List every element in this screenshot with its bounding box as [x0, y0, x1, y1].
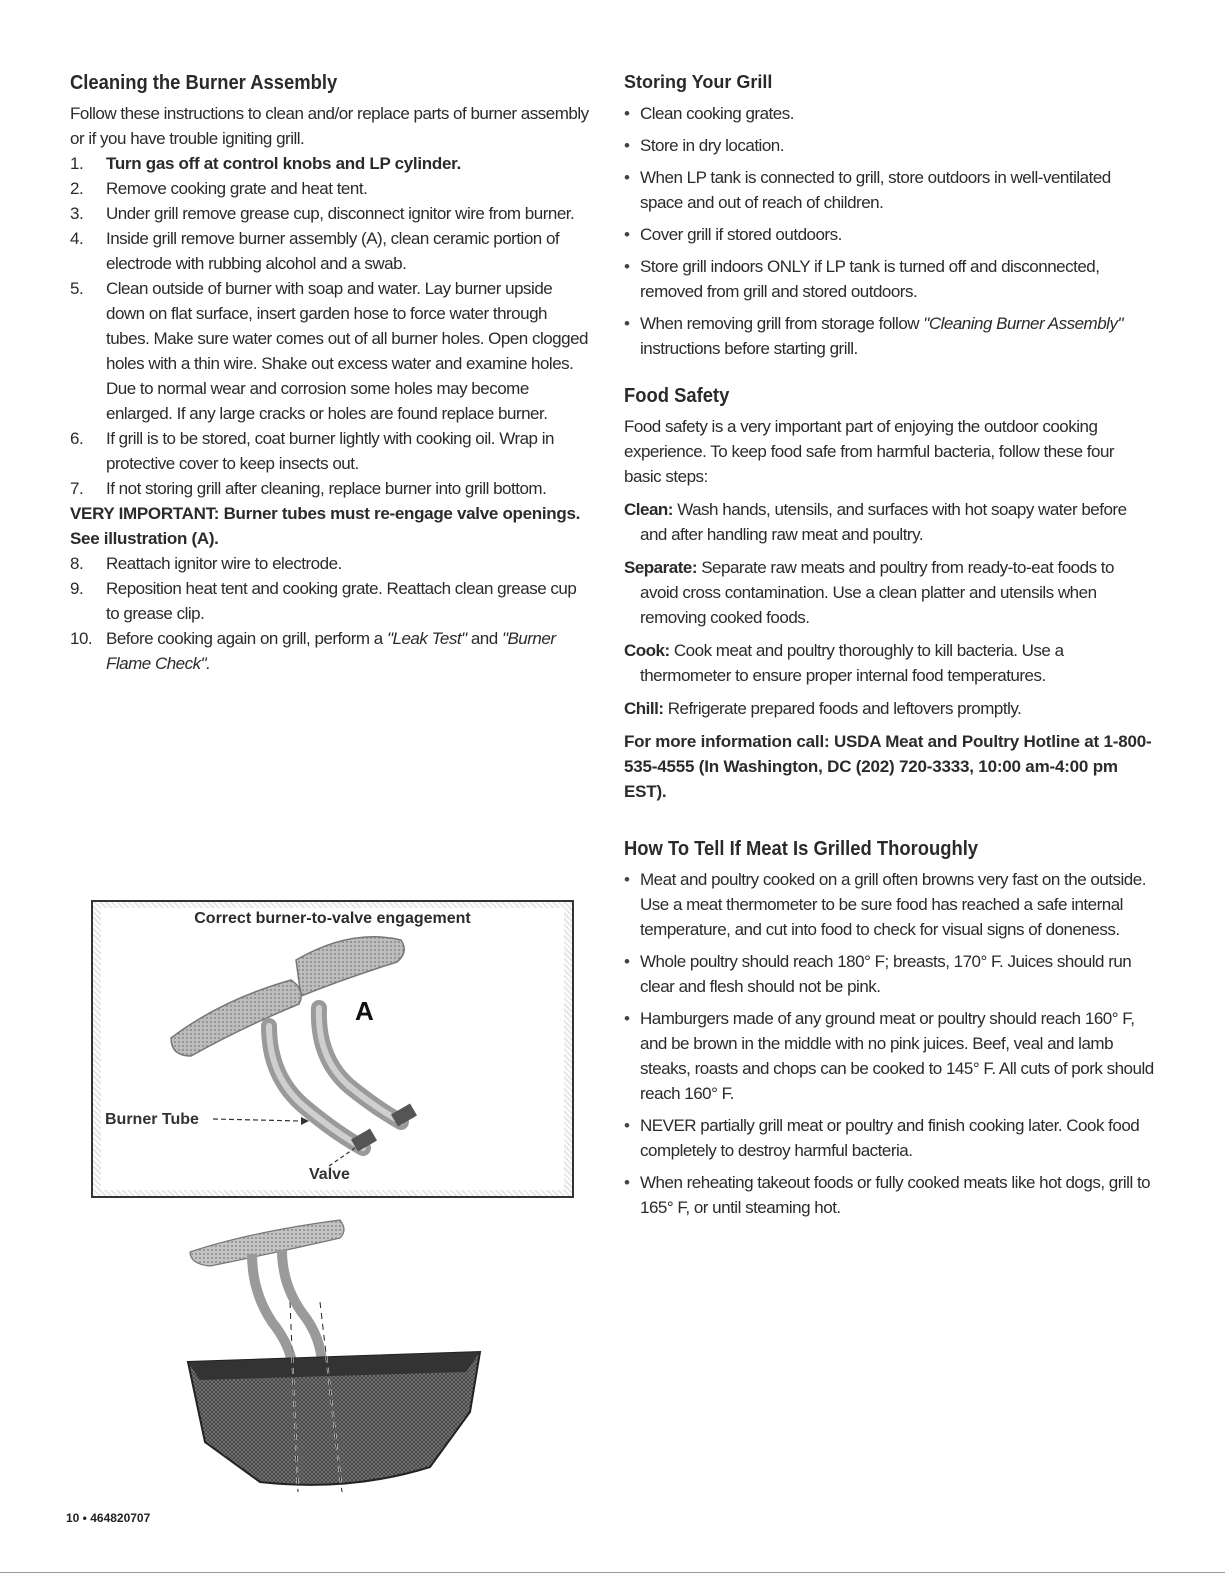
step-item: 9. Reposition heat tent and cooking grate. Reattach clean grease cup to grease clip.: [70, 579, 577, 623]
food-term-chill: Chill: Refrigerate prepared foods and leftovers promptly.: [624, 699, 1022, 718]
burner-engagement-figure: [91, 900, 574, 1198]
storing-list: [624, 101, 1154, 361]
food-term-clean: Clean: Wash hands, utensils, and surfaces with hot soapy water before and after handling raw meat and poultry.: [624, 500, 1127, 544]
burner-illustration: [101, 908, 564, 1190]
step-item: 2. Remove cooking grate and heat tent.: [70, 179, 368, 198]
important-note: VERY IMPORTANT: Burner tubes must re-engage valve openings. See illustration (A).: [70, 504, 581, 548]
food-term-separate: Separate: Separate raw meats and poultry from ready-to-eat foods to avoid cross contamination. Use a clean platter and utensils when removing cooked foods.: [624, 558, 1114, 627]
list-item: • Hamburgers made of any ground meat or poultry should reach 160° F, and be brown in the middle with no pink juices. Beef, veal and lamb steaks, roasts and chops can be cooked to 145° F. All cuts of pork should reach 160° F.: [624, 1006, 1154, 1106]
section-title-food-safety: Food Safety: [624, 385, 730, 407]
list-item: • Whole poultry should reach 180° F; breasts, 170° F. Juices should run clear and flesh should not be pink.: [624, 949, 1154, 999]
step-item: 4. Inside grill remove burner assembly (A), clean ceramic portion of electrode with rubbing alcohol and a swab.: [70, 229, 560, 273]
cleaning-steps-continued: [70, 551, 590, 676]
food-term-cook: Cook: Cook meat and poultry thoroughly to kill bacteria. Use a thermometer to ensure proper internal food temperatures.: [624, 641, 1064, 685]
step-item: 5. Clean outside of burner with soap and water. Lay burner upside down on flat surface, insert garden hose to force water through tubes. Make sure water comes out of all burner holes. Open clogged holes with a thin wire. Shake out excess water and examine holes. Due to normal wear and corrosion some holes may become enlarged. If any large cracks or holes are found replace burner.: [70, 279, 589, 423]
figure-caption: Correct burner-to-valve engagement: [194, 910, 471, 927]
food-safety-intro: Food safety is a very important part of enjoying the outdoor cooking experience. To keep food safe from harmful bacteria, follow these four basic steps:: [624, 417, 1115, 486]
list-item: • Meat and poultry cooked on a grill often browns very fast on the outside. Use a meat thermometer to be sure food has reached a safe internal temperature, and cut into food to check for visual signs of doneness.: [624, 867, 1154, 942]
left-column: [70, 72, 590, 676]
list-item: • Store in dry location.: [624, 133, 1154, 158]
page-footer: 10 • 464820707: [66, 1511, 151, 1525]
right-column: [624, 72, 1154, 1227]
step-item: 6. If grill is to be stored, coat burner lightly with cooking oil. Wrap in protective cover to keep insects out.: [70, 429, 554, 473]
meat-list: [624, 867, 1154, 1220]
section-title-storing: Storing Your Grill: [624, 72, 773, 92]
label-burner-tube: Burner Tube: [105, 1111, 199, 1128]
list-item: • Cover grill if stored outdoors.: [624, 222, 1154, 247]
list-item: • When removing grill from storage follow "Cleaning Burner Assembly" instructions before starting grill.: [624, 311, 1154, 361]
list-item: • When LP tank is connected to grill, store outdoors in well-ventilated space and out of reach of children.: [624, 165, 1154, 215]
list-item: • NEVER partially grill meat or poultry and finish cooking later. Cook food completely to destroy harmful bacteria.: [624, 1113, 1154, 1163]
section-title-cleaning: Cleaning the Burner Assembly: [70, 72, 338, 94]
step-item: 3. Under grill remove grease cup, disconnect ignitor wire from burner.: [70, 204, 575, 223]
label-valve: Valve: [309, 1166, 350, 1183]
step-item: 7. If not storing grill after cleaning, replace burner into grill bottom.: [70, 479, 547, 498]
list-item: • Store grill indoors ONLY if LP tank is turned off and disconnected, removed from grill and stored outdoors.: [624, 254, 1154, 304]
section-title-meat: How To Tell If Meat Is Grilled Thoroughly: [624, 838, 979, 860]
bottom-divider: [0, 1572, 1225, 1573]
step-item: 8. Reattach ignitor wire to electrode.: [70, 554, 342, 573]
list-item: • When reheating takeout foods or fully cooked meats like hot dogs, grill to 165° F, or until steaming hot.: [624, 1170, 1154, 1220]
hotline-info: For more information call: USDA Meat and Poultry Hotline at 1-800-535-4555 (In Washington, DC (202) 720-3333, 10:00 am-4:00 pm EST).: [624, 732, 1152, 801]
label-a: A: [355, 996, 374, 1026]
list-item: • Clean cooking grates.: [624, 101, 1154, 126]
grill-bottom-illustration: [170, 1212, 500, 1502]
cleaning-steps: [70, 151, 590, 501]
step-item: 1. Turn gas off at control knobs and LP cylinder.: [70, 154, 461, 173]
cleaning-intro: Follow these instructions to clean and/or replace parts of burner assembly or if you have trouble igniting grill.: [70, 104, 589, 148]
step-item: 10. Before cooking again on grill, perform a "Leak Test" and "Burner Flame Check".: [70, 629, 556, 673]
